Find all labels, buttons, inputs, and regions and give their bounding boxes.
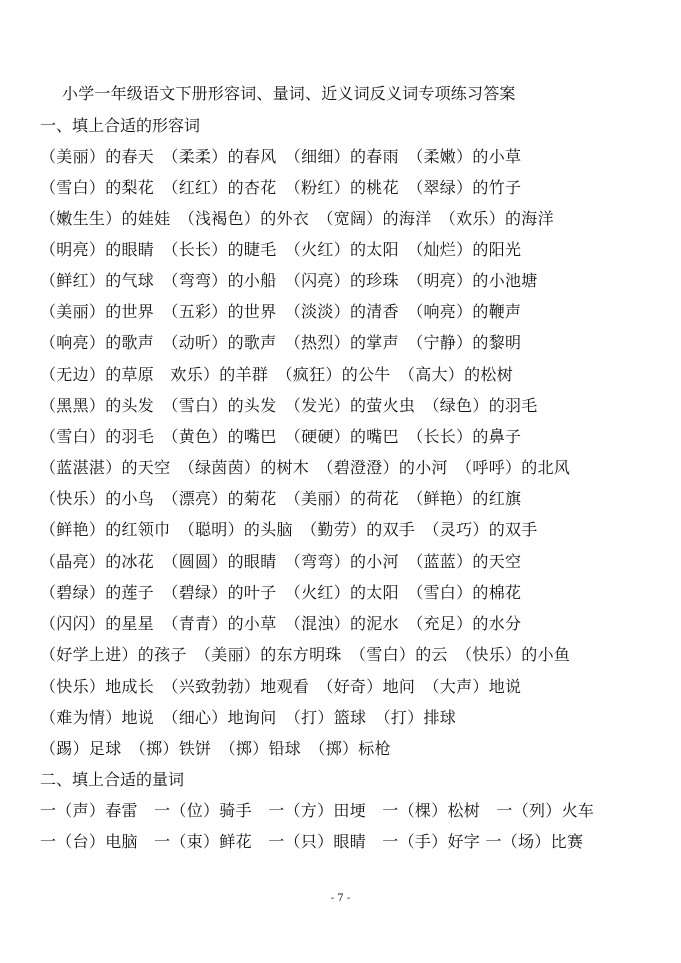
adjective-line-6: （美丽）的世界 （五彩）的世界 （淡淡）的清香 （响亮）的鞭声 bbox=[40, 302, 522, 321]
adjective-line-19: （难为情）地说 （细心）地询问 （打）篮球 （打）排球 bbox=[40, 708, 457, 727]
measure-word-line-2: 一（台）电脑 一（束）鲜花 一（只）眼睛 一（手）好字 一（场）比赛 bbox=[40, 832, 584, 851]
measure-word-line-1: 一（声）春雷 一（位）骑手 一（方）田埂 一（棵）松树 一（列）火车 bbox=[40, 801, 595, 820]
adjective-line-16: （闪闪）的星星 （青青）的小草 （混浊）的泥水 （充足）的水分 bbox=[40, 614, 522, 633]
adjective-line-12: （快乐）的小鸟 （漂亮）的菊花 （美丽）的荷花 （鲜艳）的红旗 bbox=[40, 489, 522, 508]
adjective-line-15: （碧绿）的莲子 （碧绿）的叶子 （火红）的太阳 （雪白）的棉花 bbox=[40, 583, 522, 602]
adjective-line-7: （响亮）的歌声 （动听）的歌声 （热烈）的掌声 （宁静）的黎明 bbox=[40, 333, 522, 352]
adjective-line-5: （鲜红）的气球 （弯弯）的小船 （闪亮）的珍珠 （明亮）的小池塘 bbox=[40, 271, 538, 290]
adjective-line-13: （鲜艳）的红领巾 （聪明）的头脑 （勤劳）的双手 （灵巧）的双手 bbox=[40, 520, 538, 539]
adjective-line-4: （明亮）的眼睛 （长长）的睫毛 （火红）的太阳 （灿烂）的阳光 bbox=[40, 240, 522, 259]
adjective-line-17: （好学上进）的孩子 （美丽）的东方明珠 （雪白）的云 （快乐）的小鱼 bbox=[40, 645, 571, 664]
section-heading-adjectives: 一、填上合适的形容词 bbox=[40, 116, 201, 135]
adjective-line-2: （雪白）的梨花 （红红）的杏花 （粉红）的桃花 （翠绿）的竹子 bbox=[40, 178, 522, 197]
adjective-line-20: （踢）足球 （掷）铁饼 （掷）铅球 （掷）标枪 bbox=[40, 739, 391, 758]
adjective-line-9: （黑黑）的头发 （雪白）的头发 （发光）的萤火虫 （绿色）的羽毛 bbox=[40, 396, 538, 415]
document-title: 小学一年级语文下册形容词、量词、近义词反义词专项练习答案 bbox=[62, 84, 516, 103]
adjective-line-1: （美丽）的春天 （柔柔）的春风 （细细）的春雨 （柔嫩）的小草 bbox=[40, 147, 522, 166]
adjective-line-14: （晶亮）的冰花 （圆圆）的眼睛 （弯弯）的小河 （蓝蓝）的天空 bbox=[40, 552, 522, 571]
adjective-line-10: （雪白）的羽毛 （黄色）的嘴巴 （硬硬）的嘴巴 （长长）的鼻子 bbox=[40, 427, 522, 446]
section-heading-measure-words: 二、填上合适的量词 bbox=[40, 770, 185, 789]
adjective-line-18: （快乐）地成长 （兴致勃勃）地观看 （好奇）地问 （大声）地说 bbox=[40, 677, 522, 696]
adjective-line-11: （蓝湛湛）的天空 （绿茵茵）的树木 （碧澄澄）的小河 （呼呼）的北风 bbox=[40, 458, 571, 477]
adjective-line-3: （嫩生生）的娃娃 （浅褐色）的外衣 （宽阔）的海洋 （欢乐）的海洋 bbox=[40, 209, 554, 228]
page-number: - 7 - bbox=[330, 893, 351, 904]
adjective-line-8: （无边）的草原 欢乐）的羊群 （疯狂）的公牛 （高大）的松树 bbox=[40, 365, 514, 384]
